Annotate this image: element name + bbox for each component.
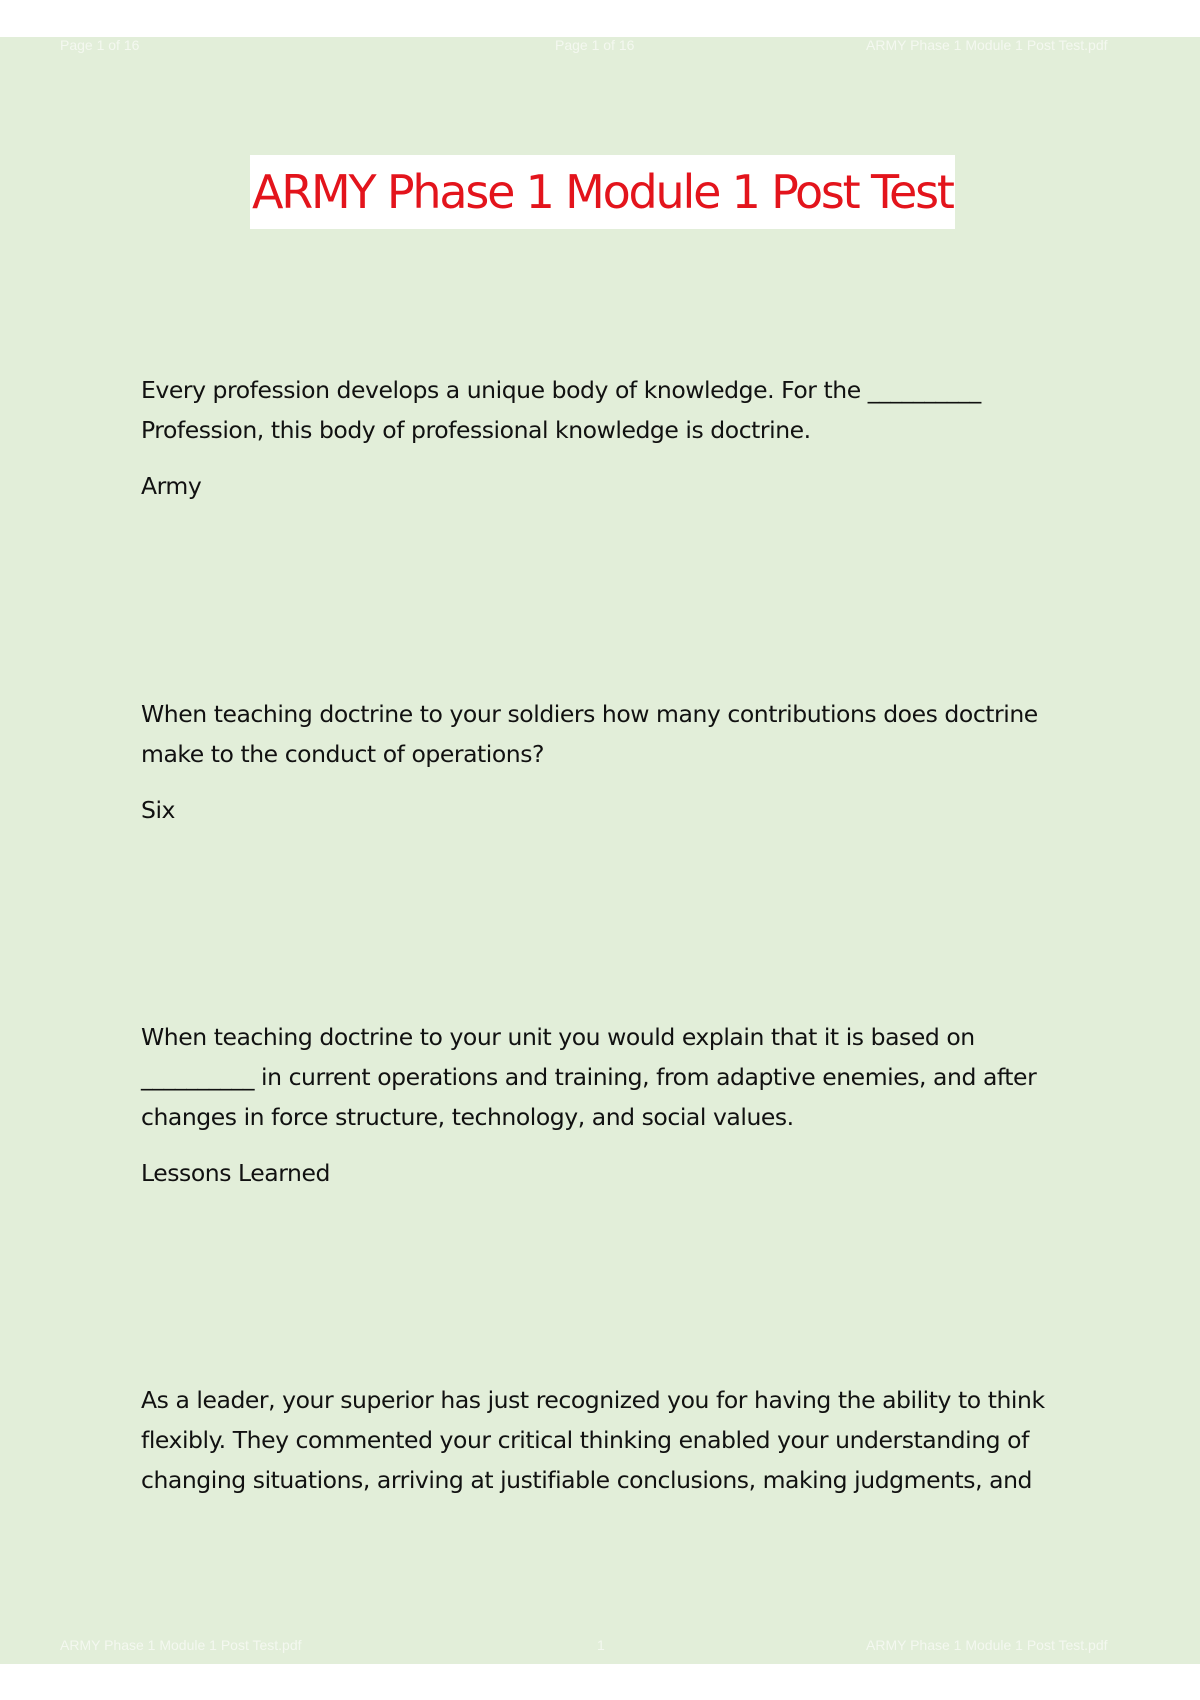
question-text: When teaching doctrine to your unit you would explain that it is based on __________ in current operations and training, from adaptive enemies, and after changes in force structure, technology, and social values. [141,1023,1037,1131]
question-text: When teaching doctrine to your soldiers how many contributions does doctrine make to the conduct of operations? [141,700,1038,768]
answer-text: Six [141,796,176,824]
question-block-2 [141,694,1061,830]
question-block-3 [141,1017,1061,1193]
answer-text: Army [141,472,202,500]
document-page [0,37,1200,1664]
header-center-watermark: Page 1 of 16 [555,37,635,53]
question-block-4 [141,1380,1061,1500]
title-highlight [250,155,955,229]
header-right-watermark: ARMY Phase 1 Module 1 Post Test.pdf [866,37,1108,53]
question-text: Every profession develops a unique body of knowledge. For the __________ Profession, this body of professional knowledge is doctrine. [141,376,981,444]
footer-right-watermark: ARMY Phase 1 Module 1 Post Test.pdf [866,1637,1108,1653]
question-block-1 [141,370,1061,506]
footer-page-number: 1 [597,1637,605,1653]
page-title: ARMY Phase 1 Module 1 Post Test [252,165,953,219]
footer-left-watermark: ARMY Phase 1 Module 1 Post Test.pdf [60,1637,302,1653]
answer-text: Lessons Learned [141,1159,330,1187]
header-left-watermark: Page 1 of 16 [60,37,140,53]
question-text: As a leader, your superior has just recognized you for having the ability to think flexibly. They commented your critical thinking enabled your understanding of changing situations, arriving at justifiable conclusions, making judgments, and [141,1386,1045,1494]
